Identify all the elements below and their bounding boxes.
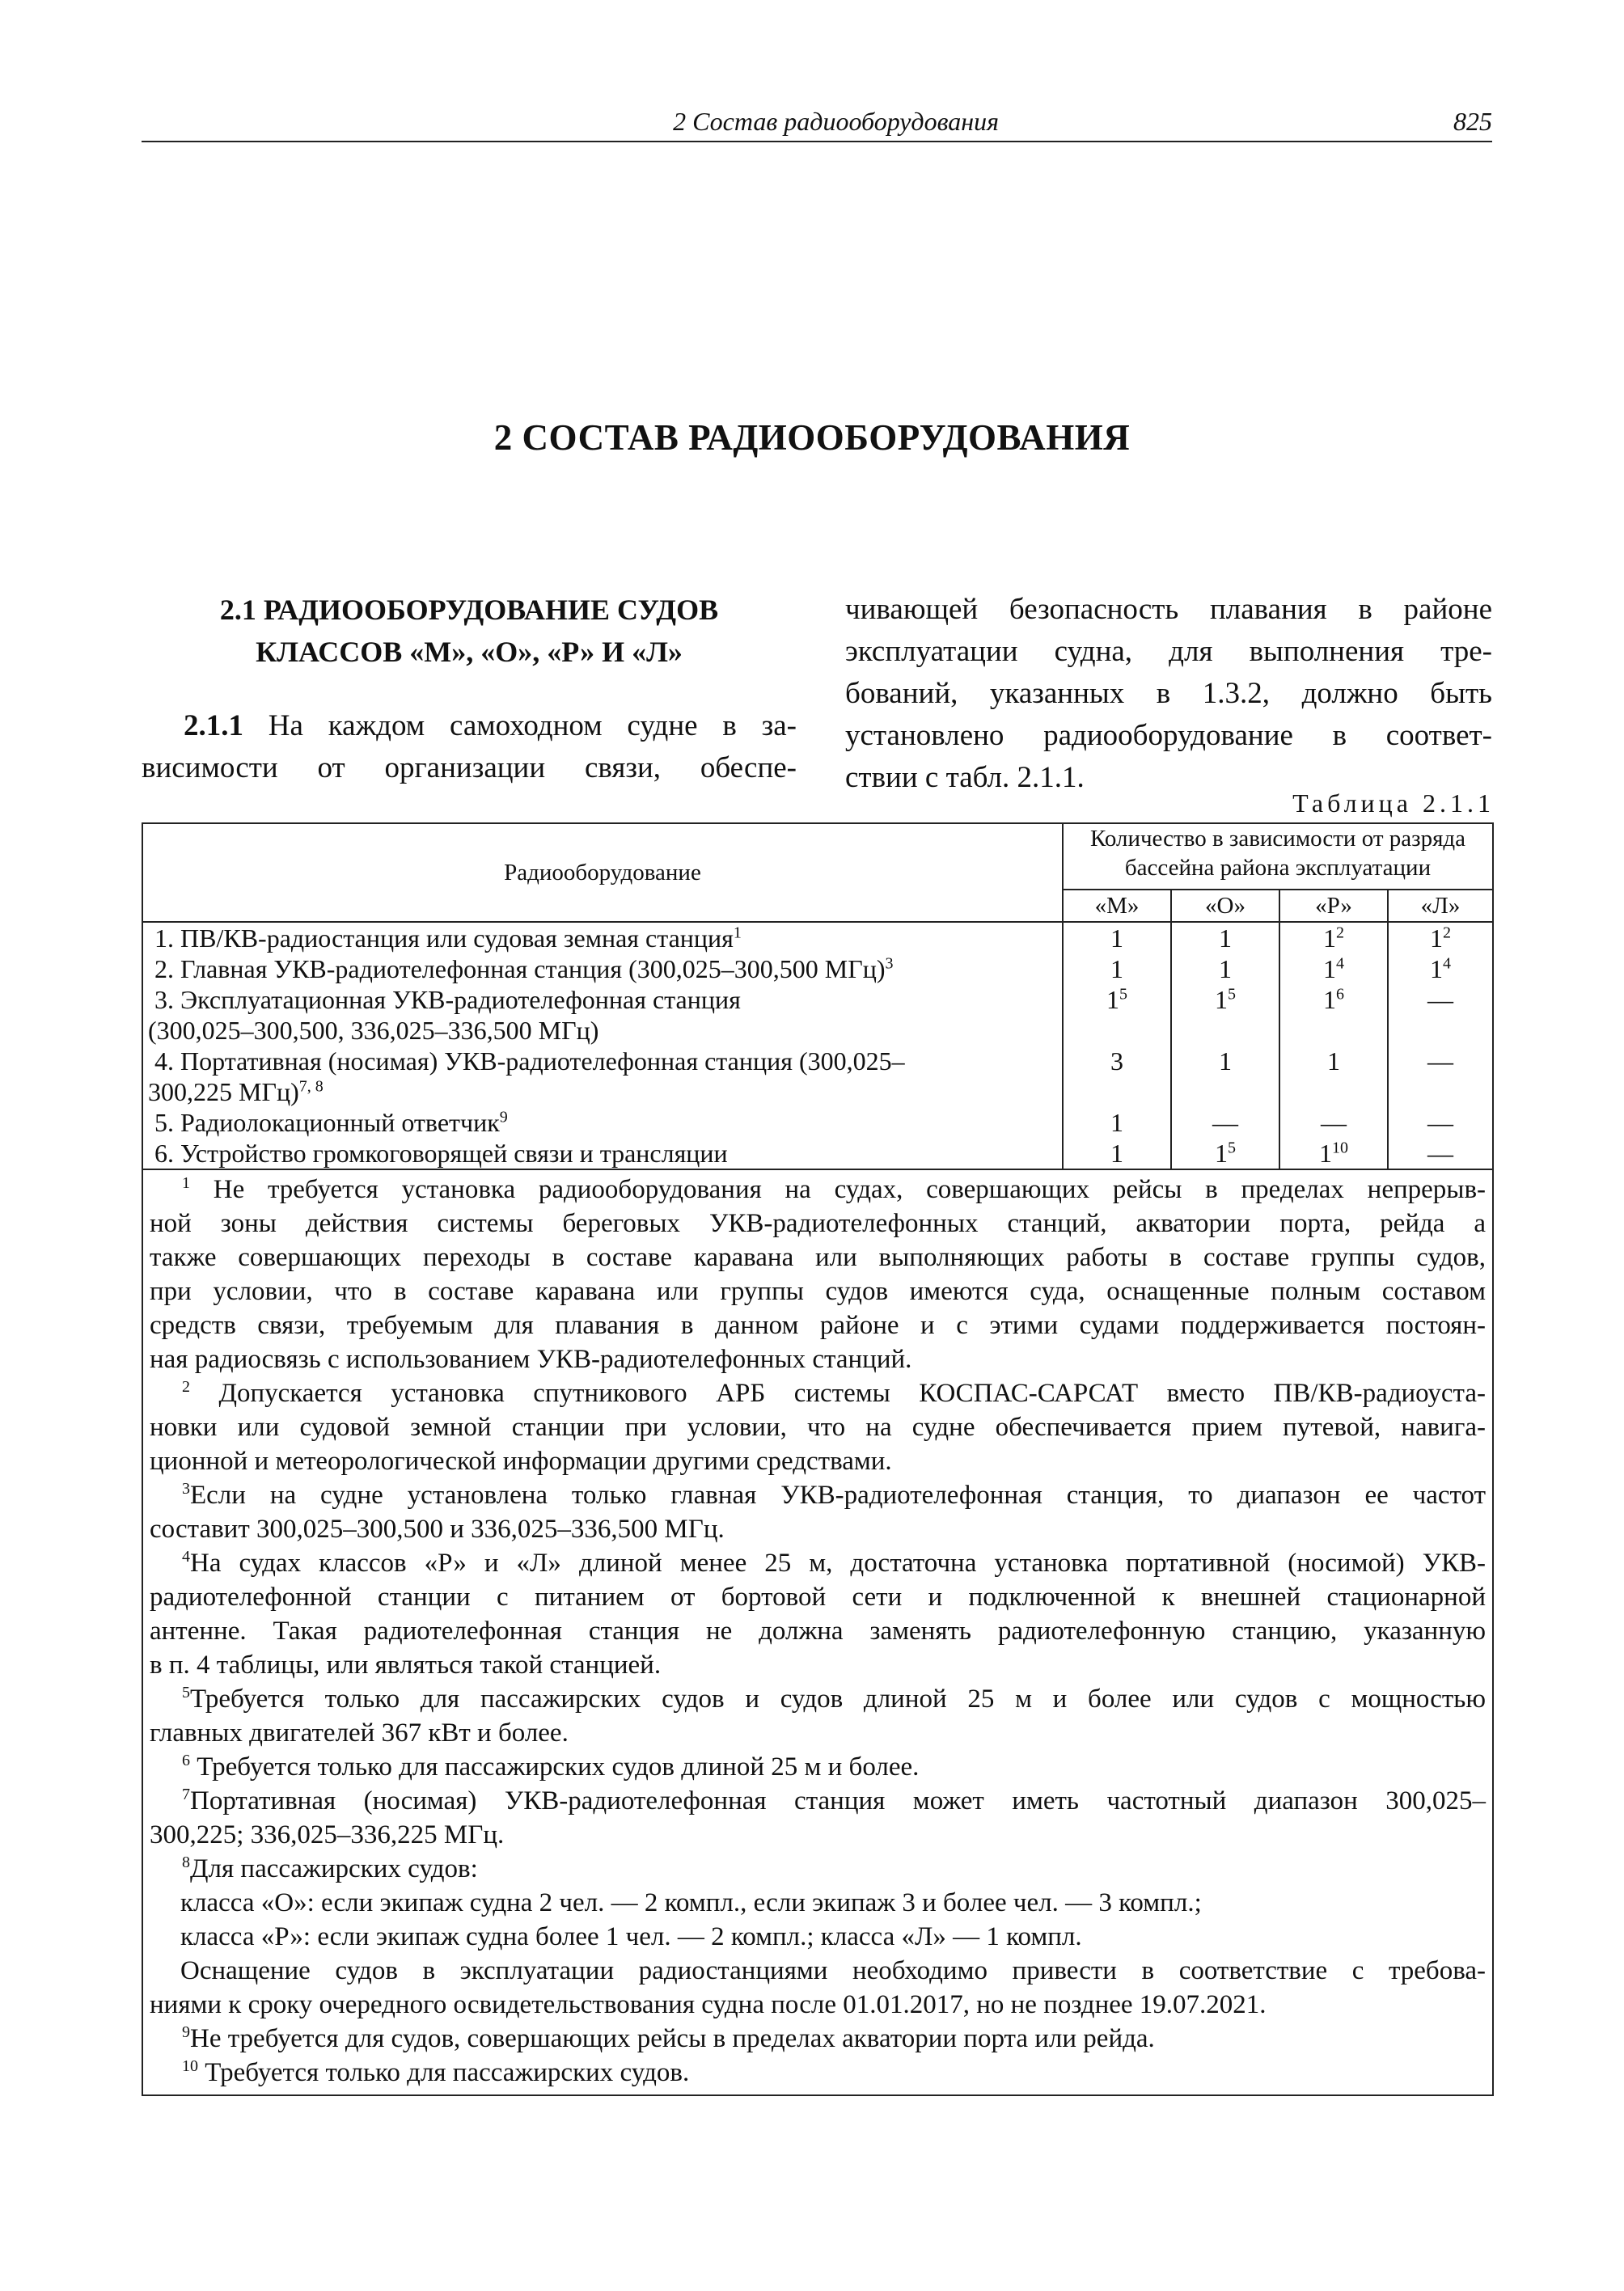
footnote-5: $^5$Требуется только для пассажирских судов и судов длиной 25 м и более или судов с мощностью: [182, 1684, 1487, 1714]
paragraph-line: установлено радиооборудование в соответ-: [845, 719, 1492, 752]
column-header-l: «Л»: [1388, 890, 1493, 922]
value-cell-m: 1: [1063, 953, 1171, 984]
value-cell-l: —: [1388, 1138, 1493, 1169]
chapter-title: 2 СОСТАВ РАДИООБОРУДОВАНИЯ: [493, 417, 1131, 458]
section-heading: [142, 589, 797, 673]
footnote-1: $^1$ Не требуется установка радиооборудования на судах, совершающих рейсы в пределах непрерыв-: [182, 1174, 1487, 1204]
footnote-line: Оснащение судов в эксплуатации радиостанциями необходимо привести в соответствие с требова-: [180, 1956, 1487, 1985]
table-caption: Таблица 2.1.1: [1292, 788, 1495, 818]
paragraph-number: 2.1.1: [184, 709, 243, 742]
value-cell-r: 1: [1279, 1046, 1388, 1107]
value-cell-l: —: [1388, 1046, 1493, 1107]
value-cell-o: 1: [1171, 1046, 1279, 1107]
page-number: 825: [1453, 107, 1492, 136]
footnote-line: класса «Р»: если экипаж судна более 1 чел. — 2 компл.; класса «Л» — 1 компл.: [180, 1922, 1082, 1951]
footnote-6: $^6$ Требуется только для пассажирских судов длиной 25 м и более.: [182, 1752, 920, 1782]
table-header-quantity-line: Количество в зависимости от разряда: [1089, 826, 1466, 852]
table-row: [142, 1107, 1493, 1138]
column-header-r: «Р»: [1279, 890, 1388, 922]
value-cell-r: $1^{10}$: [1279, 1138, 1388, 1169]
footnote-10: $^{10}$ Требуется только для пассажирских судов.: [182, 2057, 690, 2087]
value-cell-m: 1: [1063, 1107, 1171, 1138]
table-row: [142, 953, 1493, 984]
paragraph-line: висимости от организации связи, обеспе-: [142, 751, 797, 784]
footnote-4: $^4$На судах классов «Р» и «Л» длиной менее 25 м, достаточна установка портативной (носимой) УКВ-: [182, 1548, 1487, 1578]
table-header-quantity-line: бассейна района эксплуатации: [1124, 855, 1432, 881]
paragraph-line: эксплуатации судна, для выполнения тре-: [845, 635, 1492, 668]
table-row: [142, 1138, 1493, 1169]
table-header-quantity: [1063, 823, 1493, 890]
footnote-line: ная радиосвязь с использованием УКВ-радиотелефонных станций.: [150, 1345, 912, 1374]
table-row: [142, 1046, 1493, 1107]
value-cell-m: $1^5$: [1063, 984, 1171, 1046]
value-cell-r: $1^6$: [1279, 984, 1388, 1046]
footnote-line: в п. 4 таблицы, или являться такой станцией.: [150, 1651, 662, 1680]
footnote-8: $^8$Для пассажирских судов:: [182, 1854, 478, 1883]
value-cell-o: $1^5$: [1171, 1138, 1279, 1169]
value-cell-l: —: [1388, 984, 1493, 1046]
paragraph-line: ствии с табл. 2.1.1.: [845, 761, 1085, 794]
table-header-equipment: Радиооборудование: [142, 823, 1063, 922]
section-heading-line: КЛАССОВ «М», «О», «Р» И «Л»: [256, 636, 683, 668]
running-header-title: 2 Состав радиооборудования: [673, 107, 999, 136]
value-cell-l: $1^2$: [1388, 922, 1493, 953]
footnote-7: $^7$Портативная (носимая) УКВ-радиотелефонная станция может иметь частотный диапазон 300,025–: [182, 1786, 1487, 1815]
value-cell-o: —: [1171, 1107, 1279, 1138]
section-heading-line: 2.1 РАДИООБОРУДОВАНИЕ СУДОВ: [219, 594, 719, 626]
paragraph-line: бований, указанных в 1.3.2, должно быть: [845, 677, 1492, 710]
table-footnotes: [142, 1169, 1493, 2095]
equipment-cell: 4. Портативная (носимая) УКВ-радиотелефонная станция (300,025– 300,225 МГц)$^{7, 8}$: [142, 1046, 1063, 1107]
footnote-line: ниями к сроку очередного освидетельствования судна после 01.01.2017, но не позднее 19.07.2021.: [150, 1990, 1267, 2019]
footnote-line: антенне. Такая радиотелефонная станция не должна заменять радиотелефонную станцию, указанную: [150, 1617, 1487, 1646]
value-cell-o: 1: [1171, 922, 1279, 953]
footnote-line: ционной и метеорологической информации другими средствами.: [150, 1447, 892, 1476]
equipment-cell: 2. Главная УКВ-радиотелефонная станция (300,025–300,500 МГц)$^3$: [142, 953, 1063, 984]
equipment-cell: 1. ПВ/КВ-радиостанция или судовая земная станция$^1$: [142, 922, 1063, 953]
value-cell-l: $1^4$: [1388, 953, 1493, 984]
value-cell-r: $1^2$: [1279, 922, 1388, 953]
footnote-line: средств связи, требуемым для плавания в данном районе и с этими судами поддерживается постоян-: [150, 1311, 1487, 1340]
table-row: [142, 922, 1493, 953]
footnote-line: главных двигателей 367 кВт и более.: [150, 1718, 569, 1748]
footnote-line: новки или судовой земной станции при условии, что на судне обеспечивается прием путевой, навига-: [150, 1413, 1487, 1442]
value-cell-m: 3: [1063, 1046, 1171, 1107]
value-cell-r: $1^4$: [1279, 953, 1388, 984]
equipment-cell: 3. Эксплуатационная УКВ-радиотелефонная станция (300,025–300,500, 336,025–336,500 МГц): [142, 984, 1063, 1046]
column-header-m: «М»: [1063, 890, 1171, 922]
paragraph-2-1-1-right: [845, 589, 1492, 799]
footnote-line: ной зоны действия системы береговых УКВ-радиотелефонных станций, акватории порта, рейда а: [150, 1209, 1487, 1238]
footnote-3: $^3$Если на судне установлена только главная УКВ-радиотелефонная станция, то диапазон ее частот: [182, 1480, 1487, 1510]
value-cell-m: 1: [1063, 922, 1171, 953]
table-notes-row: [142, 1169, 1493, 2095]
radio-equipment-table: [142, 822, 1494, 2096]
paragraph-2-1-1-left: [142, 705, 797, 789]
value-cell-l: —: [1388, 1107, 1493, 1138]
value-cell-r: —: [1279, 1107, 1388, 1138]
value-cell-o: 1: [1171, 953, 1279, 984]
paragraph-line: чивающей безопасность плавания в районе: [845, 593, 1492, 626]
equipment-cell: 6. Устройство громкоговорящей связи и трансляции: [142, 1138, 1063, 1169]
equipment-cell: 5. Радиолокационный ответчик$^9$: [142, 1107, 1063, 1138]
footnote-2: $^2$ Допускается установка спутникового АРБ системы КОСПАС-САРСАТ вместо ПВ/КВ-радиоуста-: [182, 1378, 1487, 1408]
footnote-line: составит 300,025–300,500 и 336,025–336,500 МГц.: [150, 1515, 725, 1544]
footnote-line: класса «О»: если экипаж судна 2 чел. — 2 компл., если экипаж 3 и более чел. — 3 компл.;: [180, 1888, 1202, 1917]
value-cell-o: $1^5$: [1171, 984, 1279, 1046]
value-cell-m: 1: [1063, 1138, 1171, 1169]
footnote-9: $^9$Не требуется для судов, совершающих рейсы в пределах акватории порта или рейда.: [182, 2023, 1155, 2053]
footnote-line: также совершающих переходы в составе каравана или выполняющих работы в составе группы судов,: [150, 1243, 1487, 1272]
footnote-line: при условии, что в составе каравана или группы судов имеются суда, оснащенные полным составом: [150, 1277, 1487, 1306]
table-row: [142, 984, 1493, 1046]
column-header-o: «О»: [1171, 890, 1279, 922]
paragraph-line: 2.1.1 На каждом самоходном судне в за-: [184, 709, 797, 742]
running-header: [142, 107, 1492, 142]
footnote-line: 300,225; 336,025–336,225 МГц.: [150, 1820, 505, 1849]
footnote-line: радиотелефонной станции с питанием от бортовой сети и подключенной к внешней стационарной: [150, 1583, 1487, 1612]
